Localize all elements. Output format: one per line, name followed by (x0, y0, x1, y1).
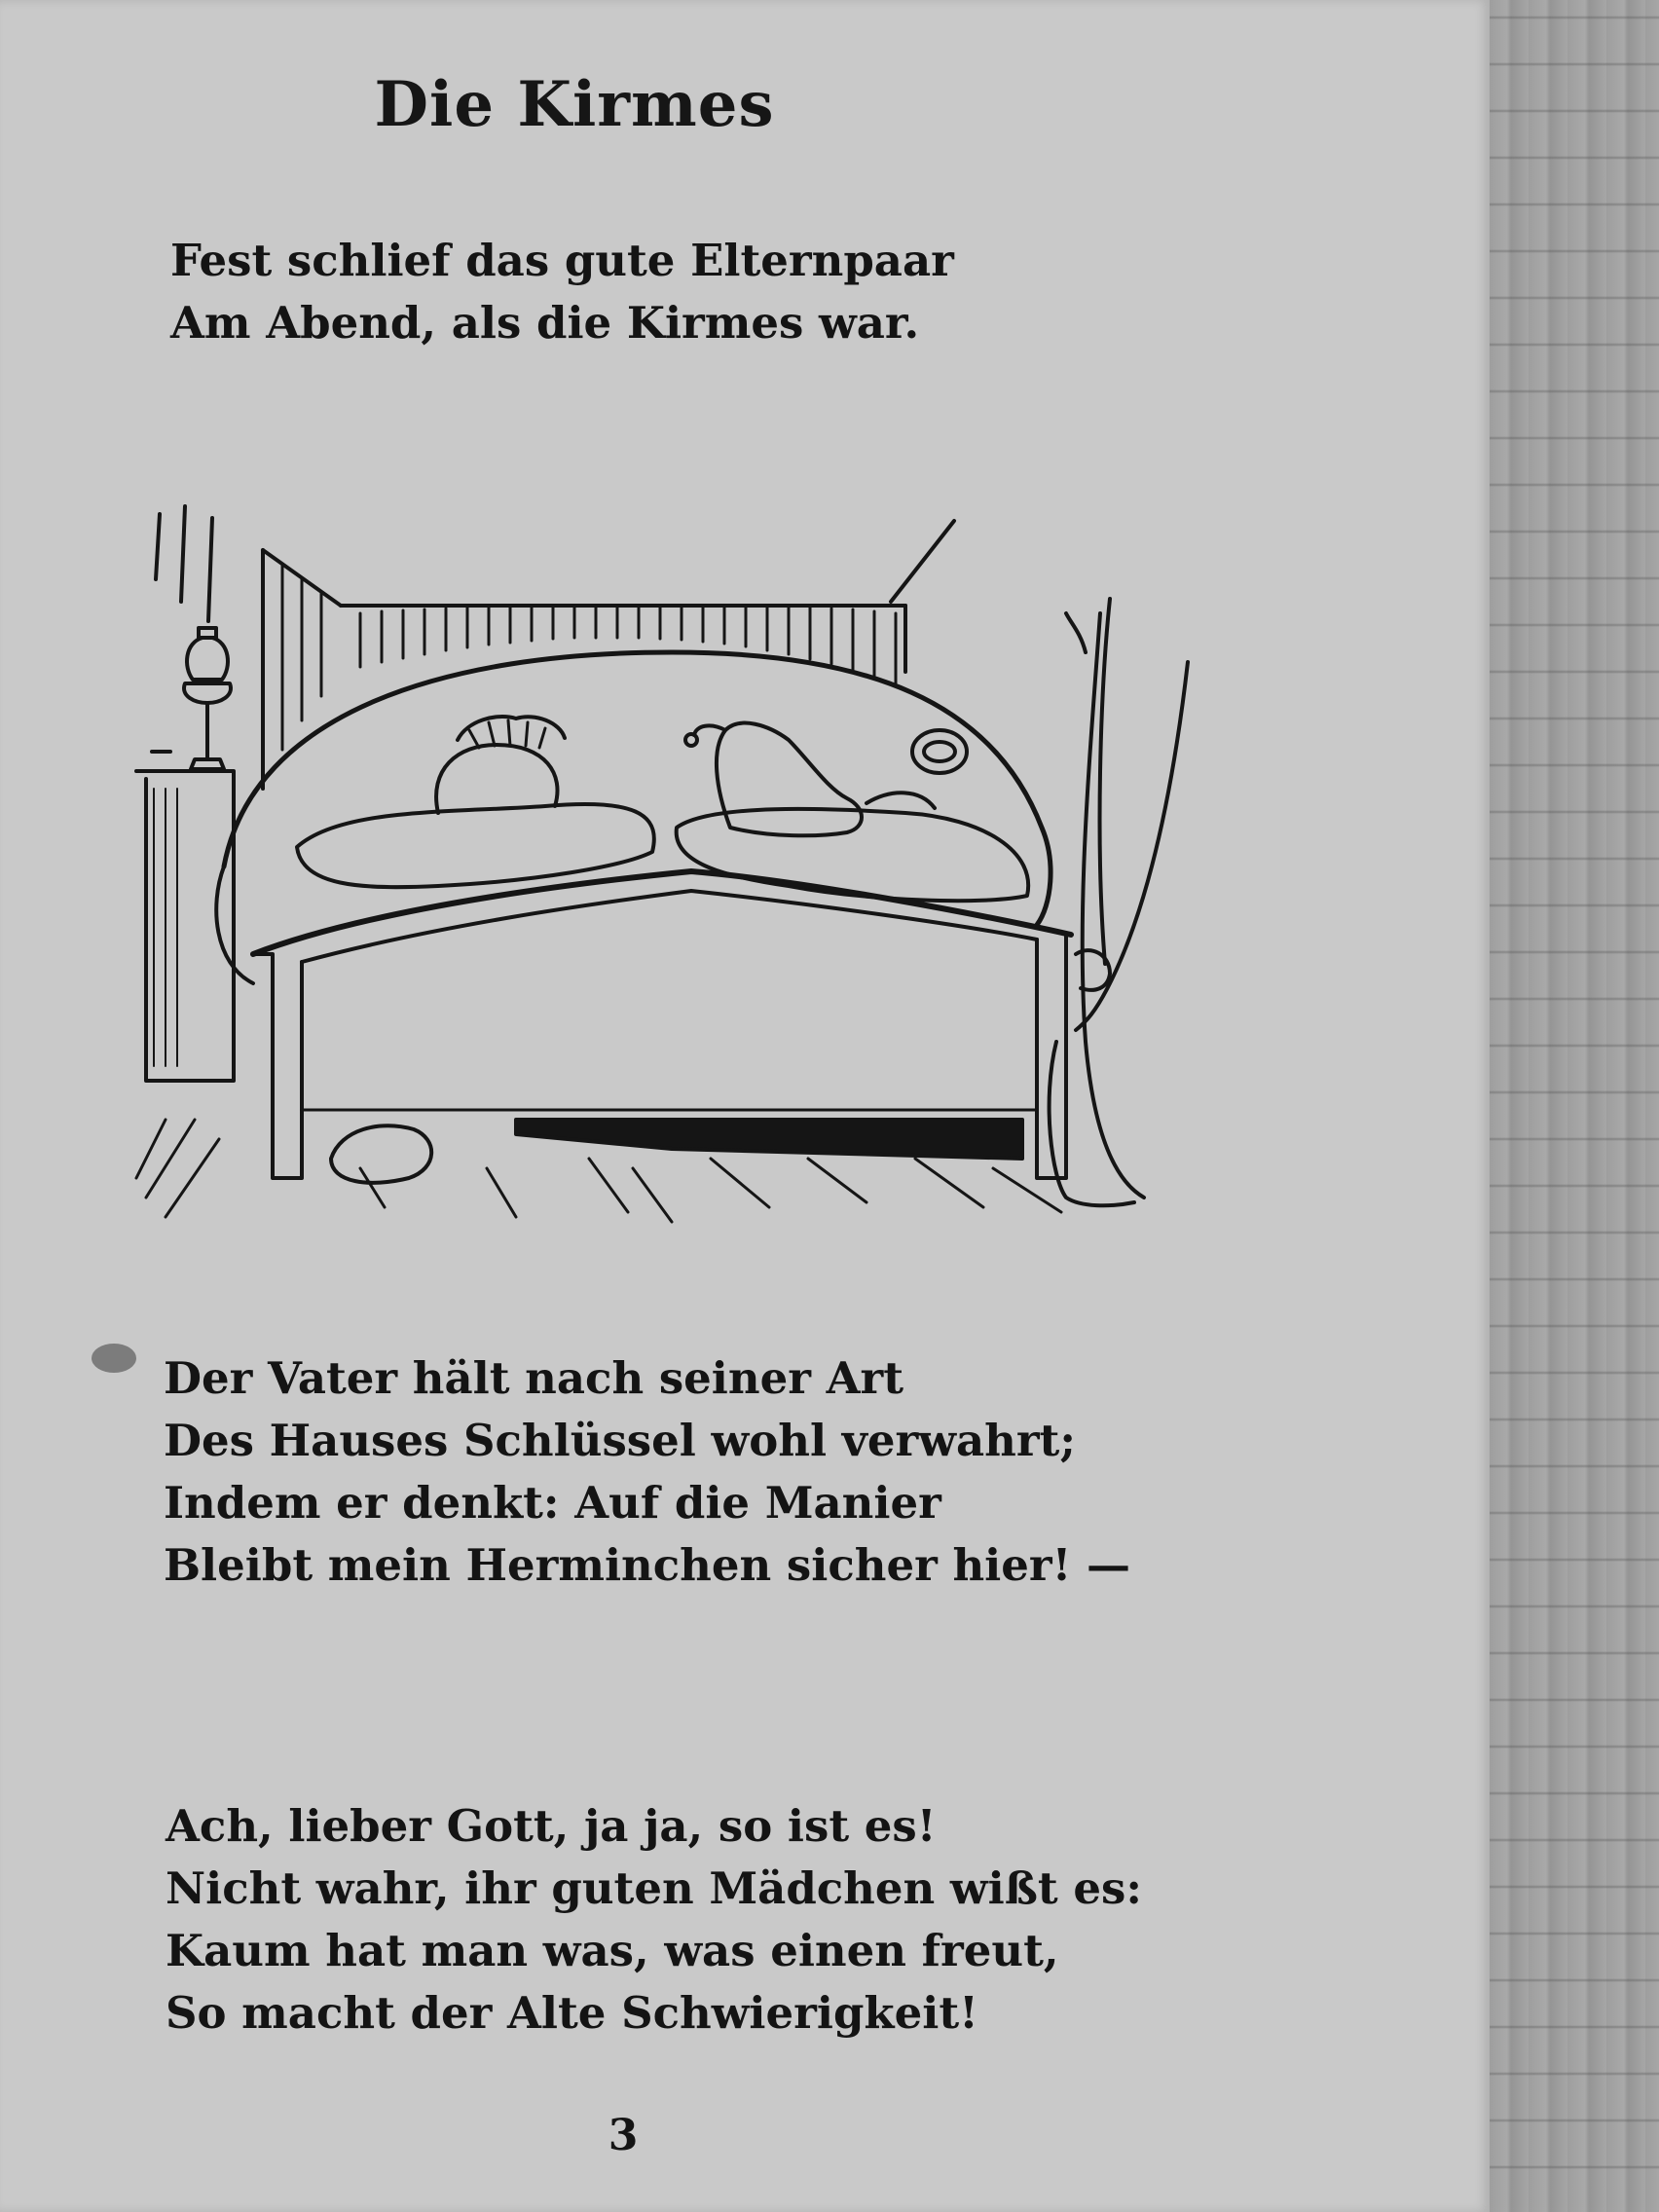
stanza-1 (170, 230, 954, 354)
stanza-3 (166, 1795, 1142, 2045)
motion-lines (156, 506, 212, 621)
duvet (216, 652, 1051, 983)
verse-line: Nicht wahr, ihr guten Mädchen wißt es: (166, 1862, 1142, 1914)
stanza-2 (164, 1347, 1130, 1597)
verse-line: Fest schlief das gute Elternpaar (170, 235, 954, 286)
book-binding (1490, 0, 1659, 2212)
poem-title: Die Kirmes (374, 68, 775, 141)
curtain (1050, 599, 1188, 1205)
verse-line: Ach, lieber Gott, ja ja, so ist es! (166, 1800, 937, 1852)
verse-line: Des Hauses Schlüssel wohl verwahrt; (164, 1415, 1076, 1466)
verse-line: Bleibt mein Herminchen sicher hier! — (164, 1539, 1131, 1591)
page-number: 3 (608, 2111, 639, 2160)
pillow-left (297, 804, 654, 887)
bed-illustration (127, 497, 1207, 1246)
sleeper-father (685, 723, 967, 836)
under-bed-shadow (331, 1120, 1022, 1183)
verse-line: So macht der Alte Schwierigkeit! (166, 1987, 978, 2039)
verse-line: Am Abend, als die Kirmes war. (170, 297, 920, 349)
verse-line: Indem er denkt: Auf die Manier (164, 1477, 941, 1529)
ink-spot (92, 1344, 136, 1373)
sleeper-mother (436, 717, 565, 813)
verse-line: Kaum hat man was, was einen freut, (166, 1925, 1059, 1976)
verse-line: Der Vater hält nach seiner Art (164, 1352, 904, 1404)
oil-lamp-icon (152, 628, 231, 769)
